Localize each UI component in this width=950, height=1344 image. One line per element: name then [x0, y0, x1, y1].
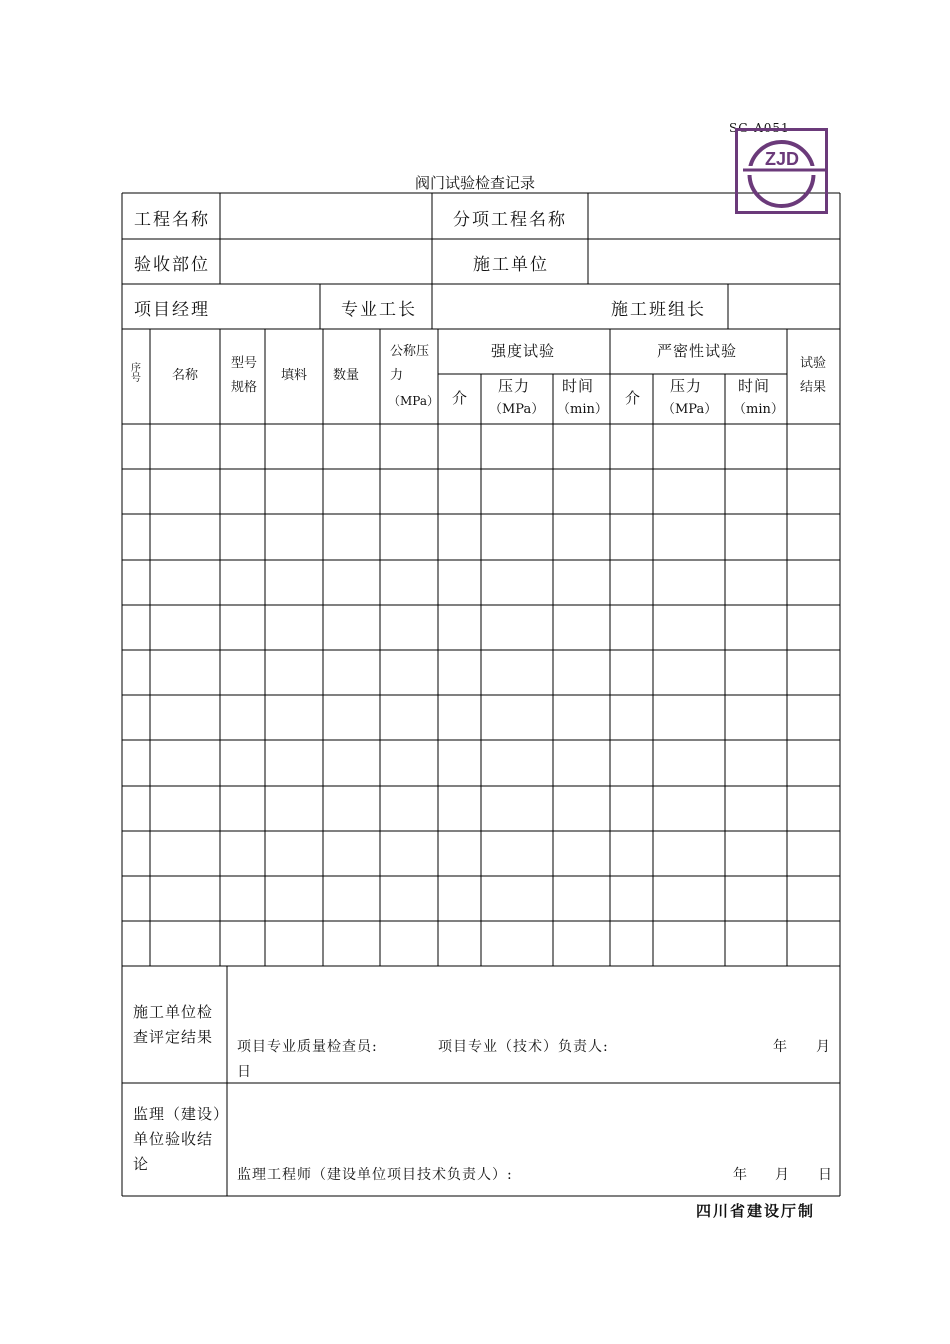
column-quantity: 数量 [333, 368, 360, 383]
column-tightness-test: 严密性试验 [657, 342, 738, 360]
supervision-day: 日 [818, 1167, 833, 1183]
column-tightness-medium: 介 [625, 389, 642, 407]
supervision-label-line2: 单位验收结 [133, 1130, 214, 1148]
label-construction-unit: 施工单位 [473, 255, 549, 275]
construction-check-label-line1: 施工单位检 [133, 1003, 214, 1021]
supervision-label-line3: 论 [133, 1155, 150, 1173]
column-model-line2: 规格 [231, 380, 258, 395]
column-strength-time-unit: （min） [557, 402, 608, 417]
column-nominal-line3: （MPa） [388, 394, 439, 408]
column-result-line1: 试验 [800, 356, 827, 371]
column-packing: 填料 [281, 368, 308, 383]
quality-inspector-label: 项目专业质量检查员: [237, 1039, 378, 1055]
logo-text: ZJD [764, 149, 800, 169]
supervision-year: 年 [733, 1167, 748, 1183]
label-project-name: 工程名称 [134, 210, 210, 230]
column-strength-medium: 介 [452, 389, 469, 407]
construction-year: 年 [773, 1039, 788, 1055]
column-tightness-pressure: 压力 [670, 377, 703, 395]
label-project-manager: 项目经理 [134, 300, 210, 320]
tech-lead-label: 项目专业（技术）负责人: [438, 1039, 609, 1055]
form-title: 阀门试验检查记录 [415, 174, 536, 192]
label-inspection-part: 验收部位 [134, 255, 210, 275]
column-seq: 序号 [131, 363, 141, 384]
construction-month: 月 [816, 1039, 831, 1055]
column-tightness-pressure-unit: （MPa） [662, 402, 718, 417]
column-nominal-line2: 力 [390, 368, 404, 383]
column-nominal-line1: 公称压 [390, 344, 430, 359]
label-sub-project-name: 分项工程名称 [453, 210, 567, 230]
column-model-line1: 型号 [231, 356, 258, 371]
supervision-engineer-label: 监理工程师（建设单位项目技术负责人）: [237, 1167, 513, 1183]
label-team-leader: 施工班组长 [611, 300, 706, 320]
column-name: 名称 [172, 368, 199, 383]
form-code: SG-A051 [729, 121, 790, 135]
column-strength-pressure: 压力 [498, 377, 531, 395]
zjd-logo [735, 128, 828, 214]
footer-issuer: 四川省建设厅制 [696, 1202, 816, 1220]
column-strength-time: 时间 [562, 377, 595, 395]
label-foreman: 专业工长 [341, 300, 417, 320]
column-tightness-time-unit: （min） [733, 402, 784, 417]
column-strength-pressure-unit: （MPa） [489, 402, 545, 417]
column-result-line2: 结果 [800, 380, 827, 395]
column-tightness-time: 时间 [738, 377, 771, 395]
supervision-label-line1: 监理（建设） [133, 1105, 230, 1123]
column-strength-test: 强度试验 [491, 342, 556, 360]
supervision-month: 月 [775, 1167, 790, 1183]
construction-check-label-line2: 查评定结果 [133, 1028, 214, 1046]
construction-day: 日 [237, 1064, 252, 1080]
